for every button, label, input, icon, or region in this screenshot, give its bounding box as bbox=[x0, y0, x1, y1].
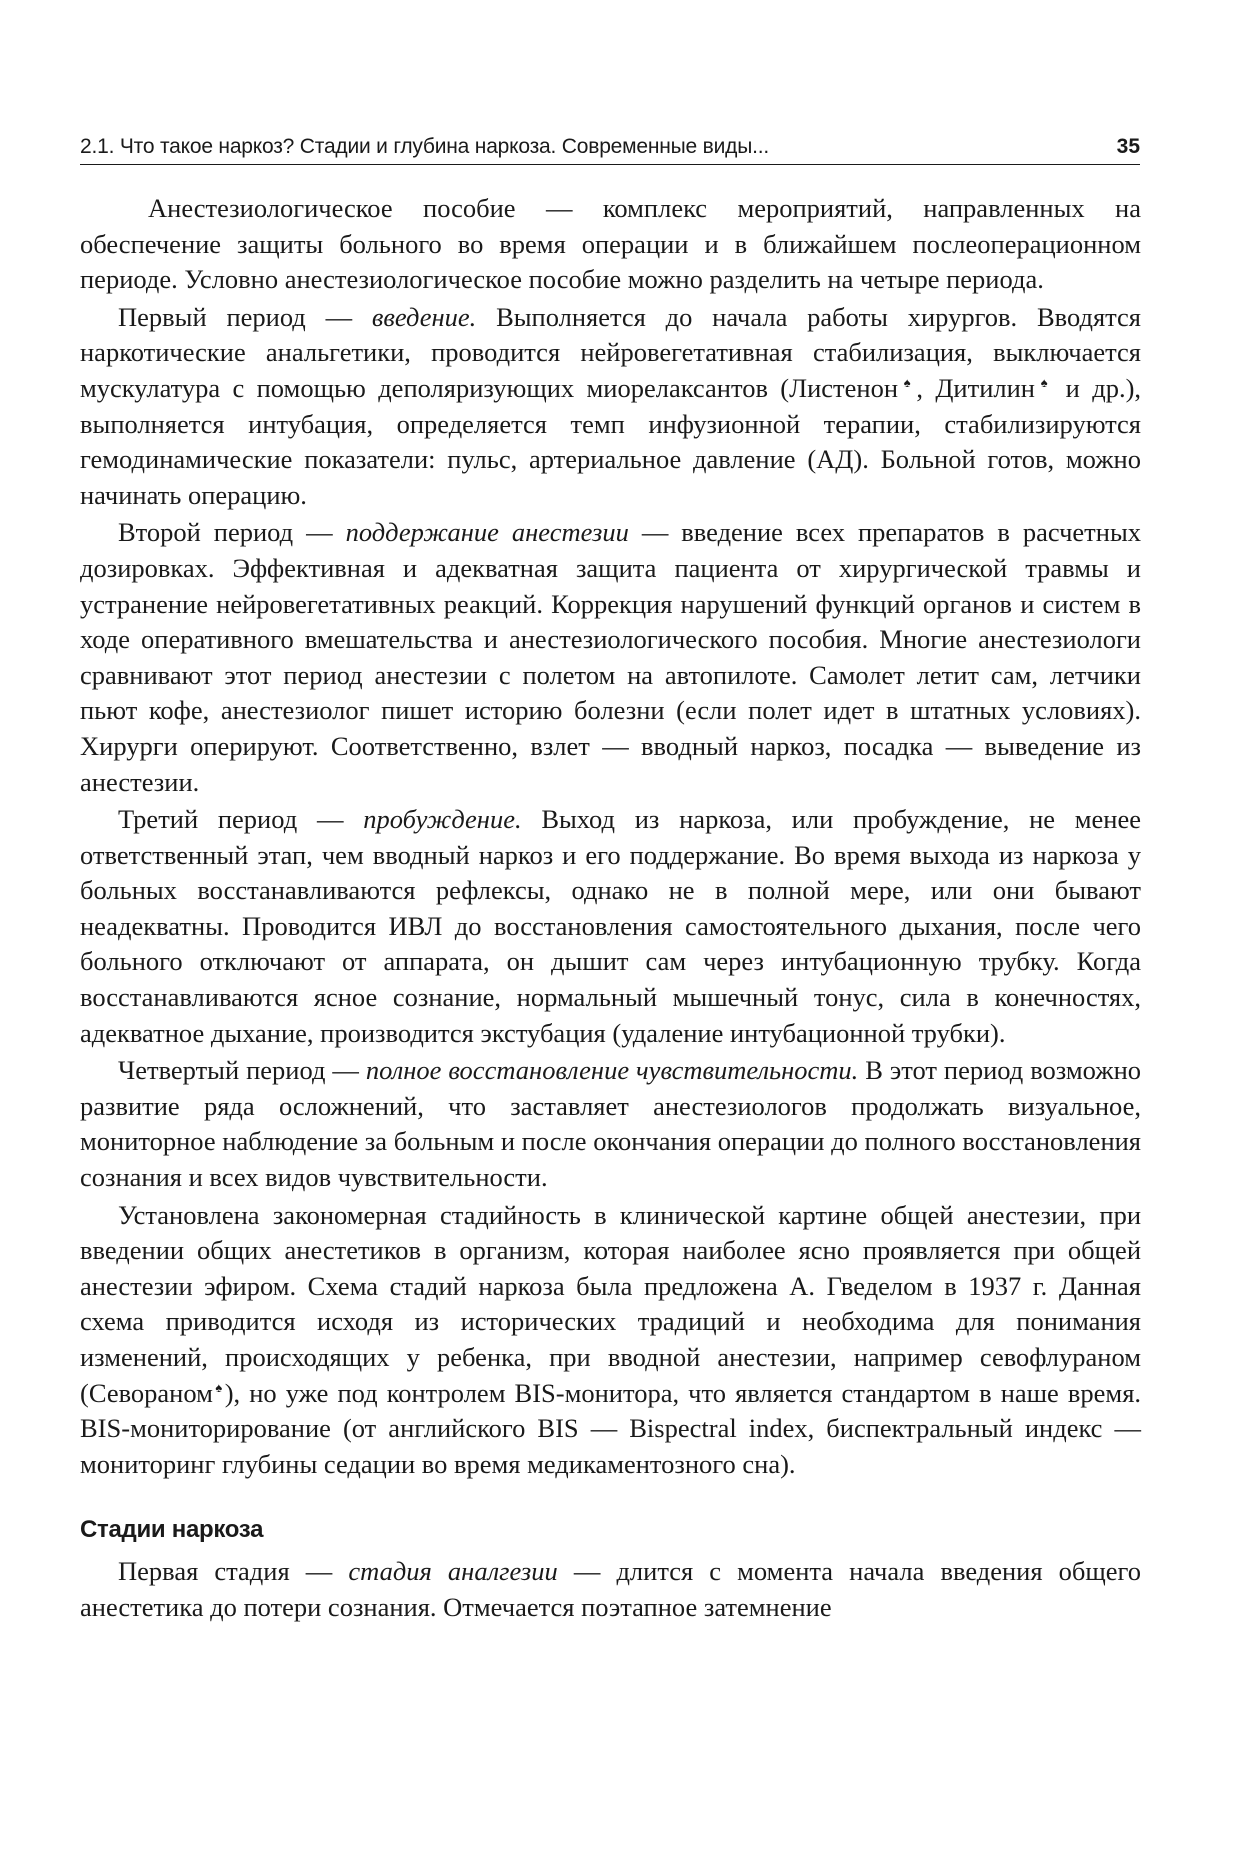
italic-term: полное восстановление чувствительности. bbox=[365, 1055, 859, 1086]
paragraph-4: Третий период — пробуждение. Выход из наркоза, или пробуждение, не менее ответственный этап, чем вводный наркоз и его поддержание. Во время выхода из наркоза у больных восстанавливаются рефлексы, однако не в полной мере, или они бывают неадекватны. Проводится ИВЛ до восстановления самостоятельного дыхания, после чего больного отключают от аппарата, он дышит сам через интубационную трубку. Когда восстанавливаются ясное сознание, нормальный мышечный тонус, сила в конечностях, адекватное дыхание, производится экстубация (удаление интубационной трубки). bbox=[80, 804, 1142, 1048]
paragraph-7: Первая стадия — стадия аналгезии — длится с момента начала введения общего анестетика до потери сознания. Отмечается поэтапное затемнение bbox=[80, 1556, 1142, 1622]
paragraph-6: Установлена закономерная стадийность в клинической картине общей анестезии, при введении общих анестетиков в организм, которая наиболее ясно проявляется при общей анестезии эфиром. Схема стадий наркоза была предложена А. Гведелом в 1937 г. Данная схема приводится исходя из исторических традиций и необходима для понимания изменений, происходящих у ребенка, при вводной анестезии, например севофлураном (Севораном♠), но уже под контролем BIS-монитора, что является стандартом в наше время. BIS-мониторирование (от английского BIS — Bispectral index, биспектральный индекс — мониторинг глубины седации во время медикаментозного сна). bbox=[80, 1199, 1142, 1479]
trademark-mark: ♠ bbox=[212, 1379, 225, 1395]
italic-term: пробуждение. bbox=[363, 804, 522, 835]
trademark-mark: ♠ bbox=[898, 374, 917, 390]
italic-term: стадия аналгезии bbox=[348, 1556, 558, 1587]
paragraph-5: Четвертый период — полное восстановление чувствительности. В этот период возможно развитие ряда осложнений, что заставляет анестезиологов продолжать визуальное, мониторное наблюдение за больным и после окончания операции до полного восстановления сознания и всех видов чувствительности. bbox=[80, 1055, 1142, 1193]
section-heading: Стадии наркоза bbox=[80, 1516, 264, 1544]
running-title: 2.1. Что такое наркоз? Стадии и глубина наркоза. Современные виды... bbox=[80, 135, 770, 158]
paragraph-2: Первый период — введение. Выполняется до начала работы хирургов. Вводятся наркотические анальгетики, проводится нейровегетативная стабилизация, выключается мускулатура с помощью деполяризующих миорелаксантов (Листенон♠, Дитилин♠ и др.), выполняется интубация, определяется темп инфузионной терапии, стабилизируются гемодинамические показатели: пульс, артериальное давление (АД). Больной готов, можно начинать операцию. bbox=[80, 301, 1142, 510]
italic-term: введение. bbox=[371, 301, 477, 332]
paragraph-1: Анестезиологическое пособие — комплекс мероприятий, направленных на обеспечение защиты больного во время операции и в ближайшем послеоперационном периоде. Условно анестезиологическое пособие можно разделить на четыре периода. bbox=[80, 193, 1141, 295]
trademark-mark: ♠ bbox=[1034, 374, 1054, 390]
italic-term: поддержание анестезии bbox=[345, 517, 629, 548]
running-header bbox=[80, 132, 1140, 165]
body-text bbox=[80, 191, 1141, 1628]
paragraph-3: Второй период — поддержание анестезии — введение всех препаратов в расчетных дозировках. Эффективная и адекватная защита пациента от хирургической травмы и устранение нейровегетативных реакций. Коррекция нарушений функций органов и систем в ходе оперативного вмешательства и анестезиологического пособия. Многие анестезиологи сравнивают этот период анестезии с полетом на автопилоте. Самолет летит сам, летчики пьют кофе, анестезиолог пишет историю болезни (если полет идет в штатных условиях). Хирурги оперируют. Соответственно, взлет — вводный наркоз, посадка — выведение из анестезии. bbox=[80, 517, 1142, 797]
page-number: 35 bbox=[1116, 135, 1140, 158]
